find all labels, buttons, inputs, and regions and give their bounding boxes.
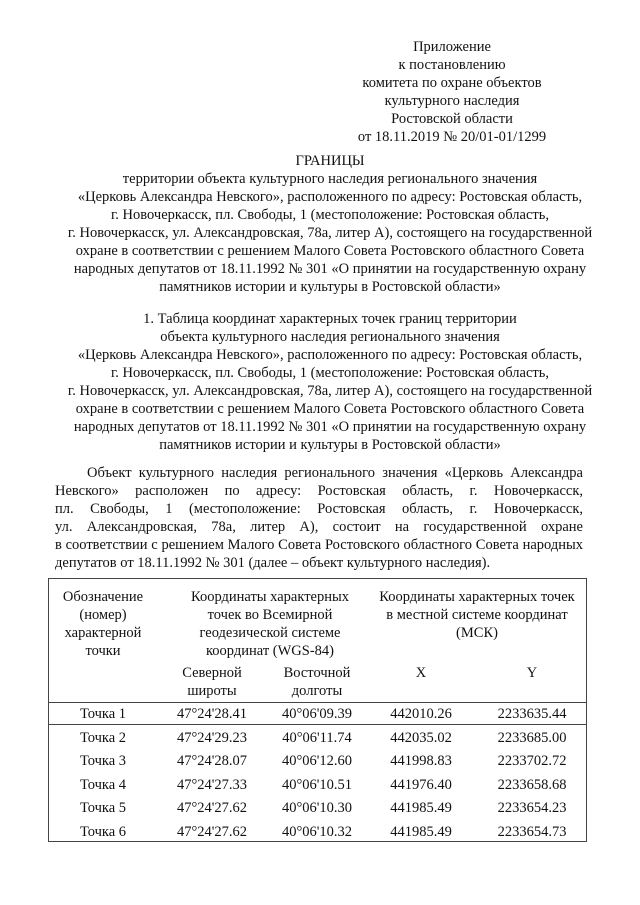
header-wgs84: Координаты характерных точек во Всемирной геодезической системе координат (WGS-84) — [191, 589, 349, 659]
cell-east-longitude: 40°06'10.51 — [281, 776, 353, 793]
subheader-east-longitude: Восточной долготы — [283, 665, 351, 699]
document-title — [40, 152, 620, 296]
cell-y: 2233654.23 — [497, 800, 567, 816]
paragraph-line: депутатов от 18.11.1992 № 301 (далее – объект культурного наследия). — [55, 555, 491, 571]
section-line: г. Новочеркасск, пл. Свободы, 1 (местоположение: Ростовская область, — [111, 365, 549, 381]
subheader-north-latitude: Северной широты — [182, 665, 242, 699]
table-divider — [48, 702, 586, 703]
title-line: народных депутатов от 18.11.1992 № 301 «О принятии на государственную охрану — [73, 261, 587, 277]
title-line: охране в соответствии с решением Малого Совета Ростовского областного Совета — [75, 243, 585, 259]
cell-x: 441985.49 — [390, 800, 452, 816]
cell-north-latitude: 47°24'28.07 — [176, 753, 248, 769]
cell-point: Точка 1 — [79, 706, 127, 722]
title-heading: ГРАНИЦЫ — [295, 153, 365, 169]
cell-y: 2233658.68 — [497, 776, 567, 793]
cell-east-longitude: 40°06'10.30 — [281, 800, 353, 816]
cell-x: 441998.83 — [390, 753, 452, 769]
cell-north-latitude: 47°24'27.62 — [176, 800, 248, 816]
appendix-line: Приложение — [413, 39, 491, 55]
appendix-line: Ростовской области — [391, 111, 513, 127]
section-line: 1. Таблица координат характерных точек границ территории — [143, 311, 517, 327]
cell-north-latitude: 47°24'27.33 — [176, 776, 248, 793]
body-paragraph — [55, 464, 583, 572]
appendix-line: комитета по охране объектов — [362, 75, 542, 91]
header-point-designation: Обозначение (номер) характерной точки — [62, 589, 144, 659]
cell-y: 2233654.73 — [497, 823, 567, 840]
cell-east-longitude: 40°06'11.74 — [282, 729, 352, 746]
title-line: «Церковь Александра Невского», расположенного по адресу: Ростовская область, — [77, 189, 583, 205]
title-line: территории объекта культурного наследия регионального значения — [122, 171, 538, 187]
section-line: охране в соответствии с решением Малого Совета Ростовского областного Совета — [75, 401, 585, 417]
subheader-x: X — [415, 665, 427, 681]
cell-x: 441985.49 — [390, 823, 452, 840]
cell-point: Точка 5 — [79, 800, 127, 816]
section-line: народных депутатов от 18.11.1992 № 301 «О принятии на государственную охрану — [73, 419, 587, 435]
section-line: памятников истории и культуры в Ростовской области» — [159, 437, 501, 453]
subheader-y: Y — [526, 665, 538, 681]
cell-point: Точка 6 — [79, 823, 127, 840]
paragraph-line: Невского» расположен по адресу: Ростовская область, г. Новочеркасск, — [55, 483, 583, 499]
paragraph-line: в соответствии с решением Малого Совета Ростовского областного Совета народных — [55, 537, 583, 553]
cell-x: 442035.02 — [390, 729, 452, 746]
paragraph-line: ул. Александровская, 78а, литер А), состоит на государственной охране — [55, 519, 583, 535]
appendix-line: культурного наследия — [384, 93, 520, 109]
cell-point: Точка 4 — [79, 776, 127, 793]
cell-east-longitude: 40°06'10.32 — [281, 823, 353, 840]
cell-point: Точка 2 — [79, 729, 127, 746]
section-line: «Церковь Александра Невского», расположенного по адресу: Ростовская область, — [77, 347, 583, 363]
appendix-line: к постановлению — [398, 57, 506, 73]
title-line: г. Новочеркасск, ул. Александровская, 78а, литер А), состоящего на государственной — [67, 225, 593, 241]
section-line: объекта культурного наследия регионального значения — [160, 329, 500, 345]
paragraph-line: Объект культурного наследия регионального значения «Церковь Александра — [87, 465, 583, 481]
cell-north-latitude: 47°24'28.41 — [176, 706, 248, 722]
paragraph-line: пл. Свободы, 1 (местоположение: Ростовская область, г. Новочеркасск, — [55, 501, 583, 517]
appendix-block — [322, 38, 582, 146]
section-line: г. Новочеркасск, ул. Александровская, 78а, литер А), состоящего на государственной — [67, 383, 593, 399]
cell-north-latitude: 47°24'27.62 — [176, 823, 248, 840]
title-line: г. Новочеркасск, пл. Свободы, 1 (местоположение: Ростовская область, — [111, 207, 549, 223]
header-msk: Координаты характерных точек в местной системе координат (МСК) — [379, 589, 575, 641]
cell-y: 2233685.00 — [497, 729, 567, 746]
section-heading — [40, 310, 620, 454]
cell-y: 2233702.72 — [497, 753, 567, 769]
cell-east-longitude: 40°06'12.60 — [281, 753, 353, 769]
appendix-line: от 18.11.2019 № 20/01-01/1299 — [357, 129, 547, 145]
cell-east-longitude: 40°06'09.39 — [281, 706, 353, 722]
cell-north-latitude: 47°24'29.23 — [176, 729, 248, 746]
cell-y: 2233635.44 — [497, 706, 567, 722]
cell-x: 441976.40 — [390, 776, 452, 793]
cell-point: Точка 3 — [79, 753, 127, 769]
cell-x: 442010.26 — [390, 706, 452, 722]
title-line: памятников истории и культуры в Ростовской области» — [159, 279, 501, 295]
table-divider — [48, 724, 586, 725]
